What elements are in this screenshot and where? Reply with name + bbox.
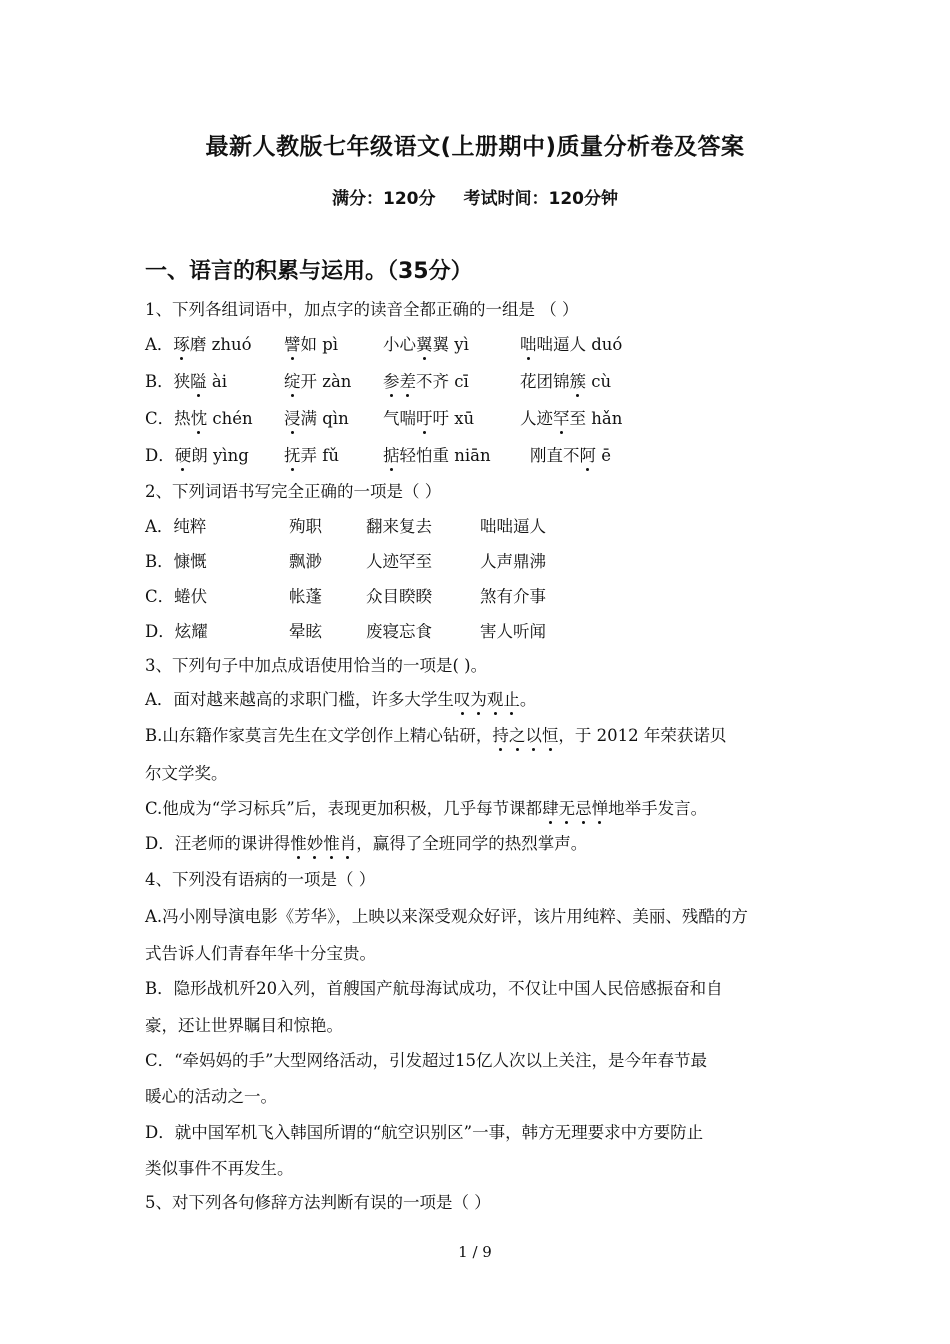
q3-option-d: D．汪老师的课讲得惟妙惟肖，赢得了全班同学的热烈掌声。 — [145, 830, 587, 854]
q3-option-a: A．面对越来越高的求职门槛，许多大学生叹为观止。 — [145, 686, 536, 710]
q4-option-d-cont: 类似事件不再发生。 — [145, 1159, 294, 1178]
q3-option-b-cont: 尔文学奖。 — [145, 764, 228, 783]
q5-stem: 5、对下列各句修辞方法判断有误的一项是（ ） — [145, 1193, 491, 1212]
q4-option-a-cont: 式告诉人们青春年华十分宝贵。 — [145, 944, 376, 963]
q4-option-b: B．隐形战机歼20入列，首艘国产航母海试成功，不仅让中国人民倍感振奋和自 — [145, 979, 723, 998]
exam-time: 考试时间：120分钟 — [463, 189, 618, 209]
section-heading: 一、语言的积累与运用。（35分） — [145, 259, 473, 284]
full-score: 满分：120分 — [332, 189, 436, 209]
q4-option-c: C．“牵妈妈的手”大型网络活动，引发超过15亿人次以上关注，是今年春节最 — [145, 1051, 707, 1070]
q1-stem: 1、下列各组词语中，加点字的读音全都正确的一组是 （ ） — [145, 300, 579, 319]
q4-option-a: A.冯小刚导演电影《芳华》，上映以来深受观众好评，该片用纯粹、美丽、残酷的方 — [145, 907, 748, 926]
document-page: 最新人教版七年级语文(上册期中)质量分析卷及答案 满分：120分 考试时间：120分钟 一、语言的积累与运用。（35分） 1、下列各组词语中，加点字的读音全都正确的一组是 （ ） A．琢磨 zhuó 譬如 pì 小心翼翼 yì 咄咄逼人 duó B．狭隘 ài 绽开 zàn 参差不齐 cī 花团锦簇 cù C．热忱 chén 浸满 qìn 气喘吁吁 xū 人迹罕至 hǎn D．硬朗 yìng 抚弄 fǔ 掂轻怕重 niān 刚直不阿 ē 2、下列词语书写完全正确的一项是（ ） A．纯粹 殉职 翻来复去 咄咄逼人 B．慷慨 飘渺 人迹罕至 人声鼎沸 C．蜷伏 帐蓬 众目睽睽 煞有介事 D．炫耀 晕眩 废寝忘食 害人听闻 3、下列句子中加点成语使用恰当的一项是( )。 A．面对越来越高的求职门槛，许多大学生叹为观止。 B.山东籍作家莫言先生在文学创作上精心钻研，持之以恒，于 2012 年荣获诺贝 尔文学奖。 C.他成为“学习标兵”后，表现更加积极，几乎每节课都肆无忌惮地举手发言。 D．汪老师的课讲得惟妙惟肖，赢得了全班同学的热烈掌声。 4、下列没有语病的一项是（ ） A.冯小刚导演电影《芳华》，上映以来深受观众好评，该片用纯粹、美丽、残酷的方 式告诉人们青春年华十分宝贵。 B．隐形战机歼20入列，首艘国产航母海试成功，不仅让中国人民倍感振奋和自 豪，还让世界瞩目和惊艳。 C．“牵妈妈的手”大型网络活动，引发超过15亿人次以上关注，是今年春节最 暖心的活动之一。 D．就中国军机飞入韩国所谓的“航空识别区”一事，韩方无理要求中方要防止 类似事件不再发生。 5、对下列各句修辞方法判断有误的一项是（ ） 1 / 9 — [0, 0, 950, 1344]
q2-stem: 2、下列词语书写完全正确的一项是（ ） — [145, 482, 442, 501]
q3-option-c: C.他成为“学习标兵”后，表现更加积极，几乎每节课都肆无忌惮地举手发言。 — [145, 795, 707, 819]
page-number: 1 / 9 — [458, 1243, 492, 1261]
q4-option-b-cont: 豪，还让世界瞩目和惊艳。 — [145, 1016, 343, 1035]
q4-option-c-cont: 暖心的活动之一。 — [145, 1087, 277, 1106]
page-title: 最新人教版七年级语文(上册期中)质量分析卷及答案 — [205, 134, 745, 160]
q4-option-d: D．就中国军机飞入韩国所谓的“航空识别区”一事，韩方无理要求中方要防止 — [145, 1123, 704, 1142]
exam-info — [0, 184, 950, 209]
q3-stem: 3、下列句子中加点成语使用恰当的一项是( )。 — [145, 656, 488, 675]
q4-stem: 4、下列没有语病的一项是（ ） — [145, 870, 376, 889]
q3-option-b: B.山东籍作家莫言先生在文学创作上精心钻研，持之以恒，于 2012 年荣获诺贝 — [145, 722, 726, 746]
